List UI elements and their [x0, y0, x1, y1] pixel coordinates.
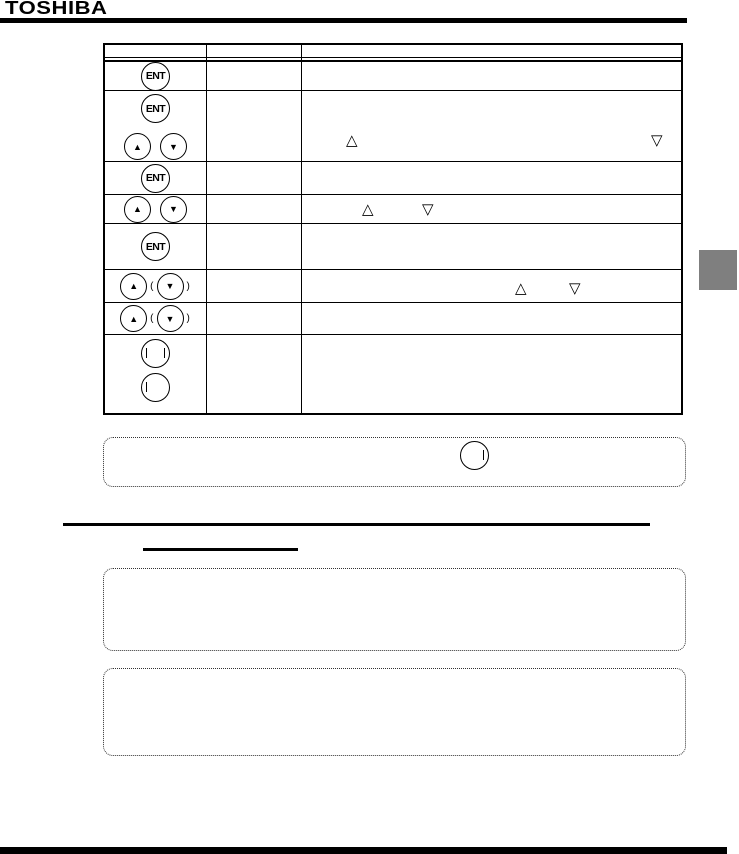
up-arrow-icon: ▲: [129, 281, 139, 291]
down-hollow-triangle-symbol: ▽: [569, 280, 581, 297]
blank-key-button[interactable]: [460, 441, 489, 470]
up-hollow-triangle-symbol: △: [515, 280, 527, 297]
header-cell-description: [302, 45, 681, 57]
up-arrow-key-button[interactable]: [124, 196, 151, 223]
table-row: [105, 303, 681, 335]
down-arrow-key-button[interactable]: [160, 133, 187, 160]
header-cell-operation: [207, 45, 302, 57]
down-hollow-triangle-symbol: ▽: [422, 201, 434, 218]
ent-key-button[interactable]: [141, 94, 170, 123]
up-arrow-key-button[interactable]: [124, 133, 151, 160]
description-cell: [302, 91, 681, 161]
note-box-2: [103, 668, 686, 756]
open-paren: (: [150, 313, 154, 324]
ent-key-button[interactable]: [141, 232, 170, 261]
toshiba-logo: TOSHIBA: [5, 0, 108, 19]
down-arrow-key-button[interactable]: [157, 273, 184, 300]
close-paren: ): [186, 313, 190, 324]
operation-cell: [207, 195, 302, 223]
down-arrow-key-button[interactable]: [157, 305, 184, 332]
description-cell: [302, 270, 681, 302]
section-heading-rule: [63, 523, 650, 526]
operation-cell: [207, 91, 302, 161]
open-paren: (: [150, 280, 154, 292]
down-arrow-key-button[interactable]: [160, 196, 187, 223]
up-arrow-icon: ▲: [133, 204, 142, 214]
down-arrow-icon: ▼: [169, 141, 178, 152]
table-row: [105, 224, 681, 270]
ent-key-label: ENT: [145, 70, 166, 82]
down-arrow-icon: ▼: [169, 204, 178, 214]
down-hollow-triangle-symbol: ▽: [651, 132, 663, 149]
operation-cell: [207, 224, 302, 269]
down-arrow-icon: ▼: [165, 281, 175, 291]
note-box-1: [103, 568, 686, 651]
table-header-row: [105, 45, 681, 58]
description-cell: [302, 162, 681, 194]
ent-key-button[interactable]: [141, 164, 170, 193]
up-arrow-key-button[interactable]: [120, 273, 147, 300]
description-cell: [302, 303, 681, 334]
table-row: [105, 62, 681, 91]
ent-key-label: ENT: [145, 172, 166, 184]
note-box-top: [103, 437, 686, 487]
ent-key-label: ENT: [145, 240, 166, 253]
table-row: [105, 91, 681, 162]
blank-key-button[interactable]: [141, 339, 170, 368]
description-cell: [302, 62, 681, 90]
operation-cell: [207, 270, 302, 302]
ent-key-label: ENT: [145, 102, 166, 115]
up-arrow-icon: ▲: [129, 313, 139, 324]
operation-cell: [207, 335, 302, 413]
logo-underline-rule: [0, 18, 687, 23]
key-tick-mark: [164, 348, 165, 358]
header-cell-key: [105, 45, 207, 57]
table-row: [105, 162, 681, 195]
section-side-tab: [699, 250, 737, 290]
table-row: [105, 270, 681, 303]
up-hollow-triangle-symbol: △: [346, 132, 358, 149]
description-cell: [302, 195, 681, 223]
description-cell: [302, 335, 681, 413]
key-tick-mark: [146, 382, 147, 392]
close-paren: ): [186, 280, 190, 292]
key-tick-mark: [483, 450, 484, 460]
blank-key-button[interactable]: [141, 373, 170, 402]
keys-table: [103, 43, 683, 415]
up-arrow-icon: ▲: [133, 141, 142, 152]
up-hollow-triangle-symbol: △: [362, 201, 374, 218]
down-arrow-icon: ▼: [165, 313, 175, 324]
ent-key-button[interactable]: [141, 62, 170, 91]
operation-cell: [207, 162, 302, 194]
operation-cell: [207, 62, 302, 90]
up-arrow-key-button[interactable]: [120, 305, 147, 332]
footer-rule-bar: [0, 847, 727, 854]
description-cell: [302, 224, 681, 269]
operation-cell: [207, 303, 302, 334]
key-tick-mark: [146, 348, 147, 358]
subsection-underline-rule: [143, 548, 298, 551]
table-row: [105, 335, 681, 413]
table-row: [105, 195, 681, 224]
